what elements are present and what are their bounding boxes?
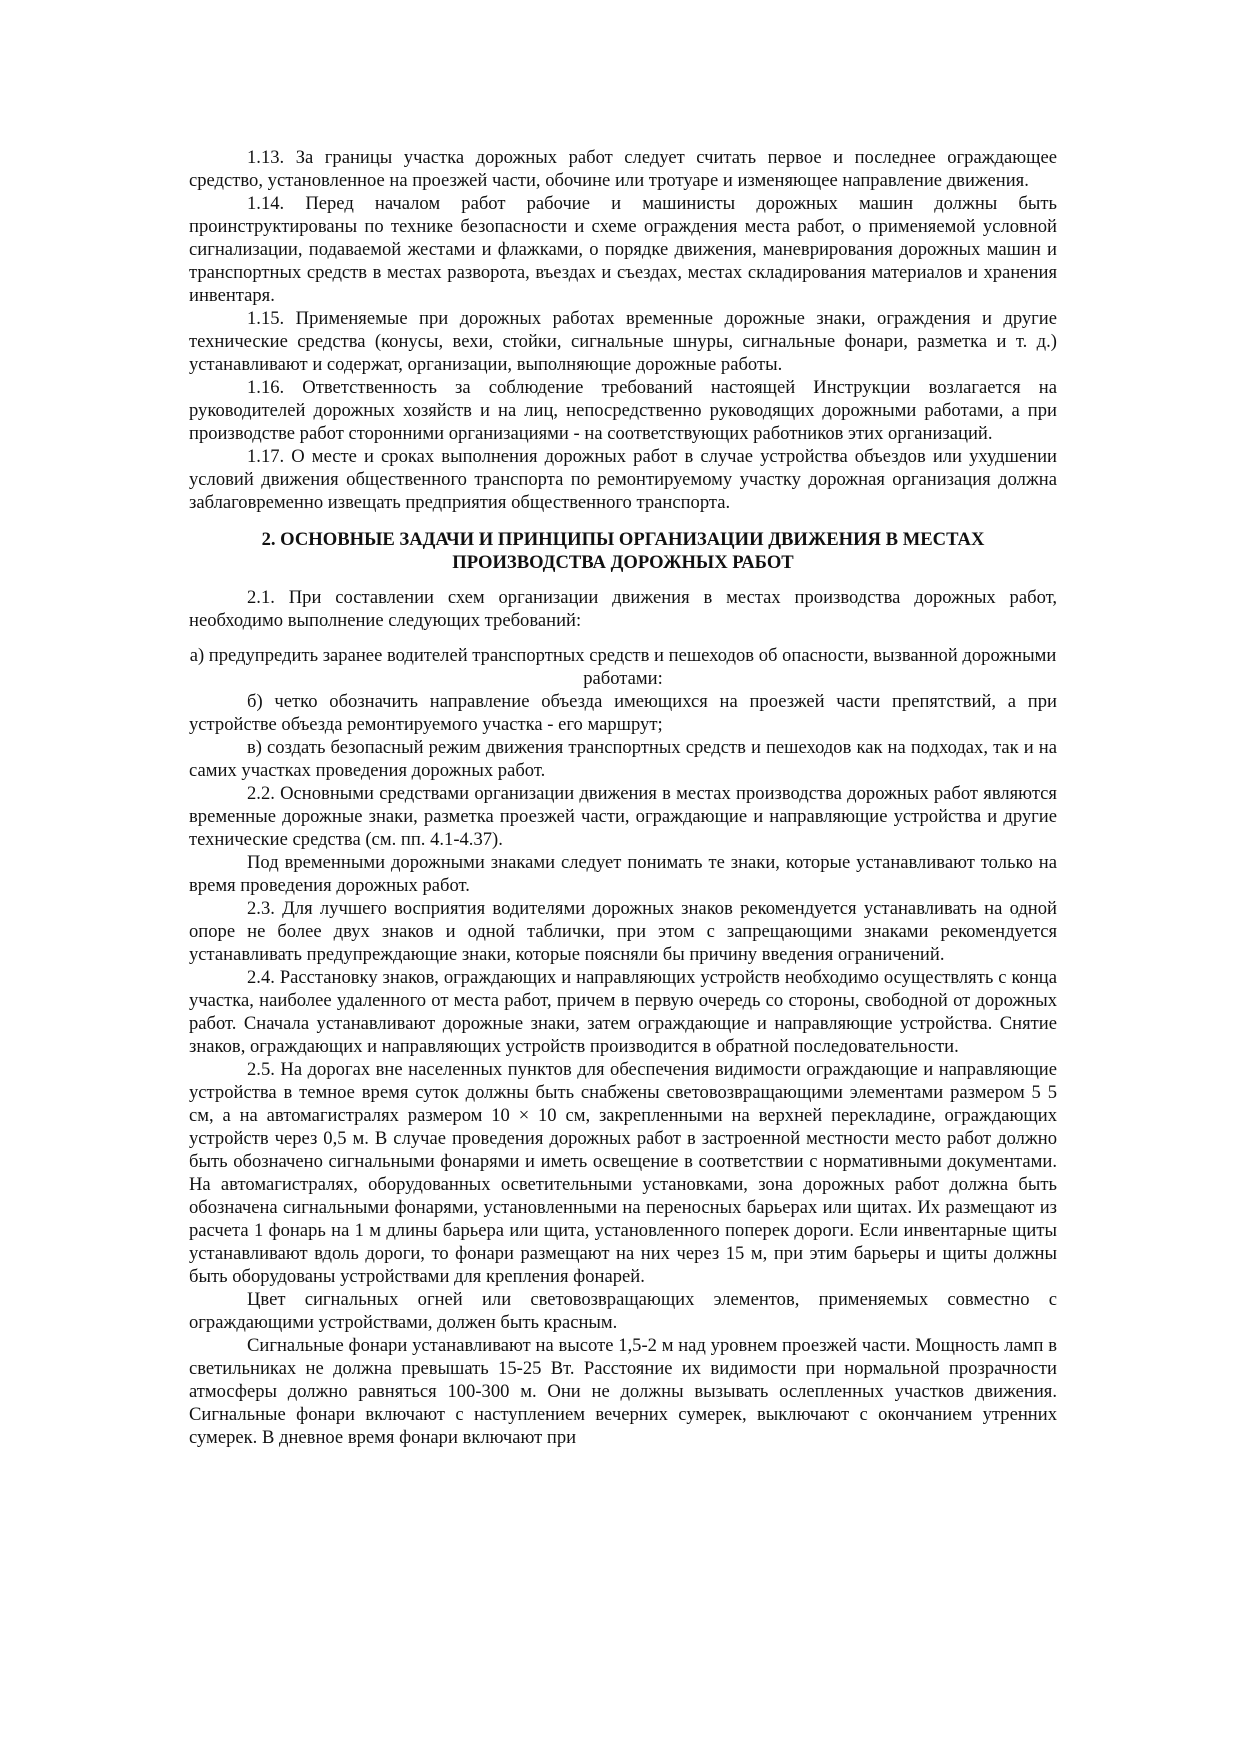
paragraph-1-17: 1.17. О месте и сроках выполнения дорожных работ в случае устройства объездов или ухудшении условий движения общественного транспорта по ремонтируемому участку дорожная организация должна заблаговременно извещать предприятия общественного транспорта. (189, 446, 1057, 513)
paragraph-1-14: 1.14. Перед началом работ рабочие и машинисты дорожных машин должны быть проинструктированы по технике безопасности и схеме ограждения места работ, о применяемой условной сигнализации, подаваемой жестами и флажками, о порядке движения, маневрирования дорожных машин и транспортных средств в местах разворота, въездах и съездах, местах складирования материалов и хранения инвентаря. (189, 193, 1057, 306)
paragraph-2-1: 2.1. При составлении схем организации движения в местах производства дорожных работ, необходимо выполнение следующих требований: (189, 587, 1057, 631)
paragraph-signal-color: Цвет сигнальных огней или световозвращающих элементов, применяемых совместно с ограждающими устройствами, должен быть красным. (189, 1289, 1057, 1333)
paragraph-2-5: 2.5. На дорогах вне населенных пунктов для обеспечения видимости ограждающие и направляющие устройства в темное время суток должны быть снабжены световозвращающими элементами размером 5 5 см, а на автомагистралях размером 10 × 10 см, закрепленными на верхней перекладине, ограждающих устройств через 0,5 м. В случае проведения дорожных работ в застроенной местности место работ должно быть обозначено сигнальными фонарями и иметь освещение в соответствии с нормативными документами. На автомагистралях, оборудованных осветительными установками, зона дорожных работ должна быть обозначена сигнальными фонарями, установленными на переносных барьерах или щитах. Их размещают из расчета 1 фонарь на 1 м длины барьера или щита, установленного поперек дороги. Если инвентарные щиты устанавливают вдоль дороги, то фонари размещают на них через 15 м, при этим барьеры и щиты должны быть оборудованы устройствами для крепления фонарей. (189, 1059, 1057, 1287)
paragraph-signal-lamps: Сигнальные фонари устанавливают на высоте 1,5-2 м над уровнем проезжей части. Мощность ламп в светильниках не должна превышать 15-25 Вт. Расстояние их видимости при нормальной прозрачности атмосферы должно равняться 100-300 м. Они не должны вызывать ослепленных участков движения. Сигнальные фонари включают с наступлением вечерних сумерек, выключают с окончанием утренних сумерек. В дневное время фонари включают при (189, 1335, 1057, 1448)
section-2-heading: 2. ОСНОВНЫЕ ЗАДАЧИ И ПРИНЦИПЫ ОРГАНИЗАЦИИ ДВИЖЕНИЯ В МЕСТАХ ПРОИЗВОДСТВА ДОРОЖНЫХ РАБОТ (261, 529, 985, 573)
paragraph-2-2: 2.2. Основными средствами организации движения в местах производства дорожных работ являются временные дорожные знаки, разметка проезжей части, ограждающие и направляющие устройства и другие технические средства (см. пп. 4.1-4.37). (189, 783, 1057, 850)
paragraph-1-13: 1.13. За границы участка дорожных работ следует считать первое и последнее ограждающее средство, установленное на проезжей части, обочине или тротуаре и изменяющее направление движения. (189, 147, 1057, 191)
paragraph-2-1-v: в) создать безопасный режим движения транспортных средств и пешеходов как на подходах, так и на самих участках проведения дорожных работ. (189, 737, 1057, 781)
paragraph-2-1-b: б) четко обозначить направление объезда имеющихся на проезжей части препятствий, а при устройстве объезда ремонтируемого участка - его маршрут; (189, 691, 1057, 735)
paragraph-1-16: 1.16. Ответственность за соблюдение требований настоящей Инструкции возлагается на руководителей дорожных хозяйств и на лиц, непосредственно руководящих дорожными работами, а при производстве работ сторонними организациями - на соответствующих работников этих организаций. (189, 377, 1057, 444)
paragraph-2-4: 2.4. Расстановку знаков, ограждающих и направляющих устройств необходимо осуществлять с конца участка, наиболее удаленного от места работ, причем в первую очередь со стороны, свободной от дорожных работ. Сначала устанавливают дорожные знаки, затем ограждающие и направляющие устройства. Снятие знаков, ограждающих и направляющих устройств производится в обратной последовательности. (189, 967, 1057, 1057)
paragraph-2-1-a: а) предупредить заранее водителей транспортных средств и пешеходов об опасности, вызванной дорожными работами: (189, 645, 1057, 689)
paragraph-2-2-note: Под временными дорожными знаками следует понимать те знаки, которые устанавливают только на время проведения дорожных работ. (189, 852, 1057, 896)
paragraph-2-3: 2.3. Для лучшего восприятия водителями дорожных знаков рекомендуется устанавливать на одной опоре не более двух знаков и одной таблички, при этом с запрещающими знаками рекомендуется устанавливать предупреждающие знаки, которые поясняли бы причину введения ограничений. (189, 898, 1057, 965)
paragraph-1-15: 1.15. Применяемые при дорожных работах временные дорожные знаки, ограждения и другие технические средства (конусы, вехи, стойки, сигнальные шнуры, сигнальные фонари, разметка и т. д.) устанавливают и содержат, организации, выполняющие дорожные работы. (189, 308, 1057, 375)
document-page (189, 146, 1057, 1449)
